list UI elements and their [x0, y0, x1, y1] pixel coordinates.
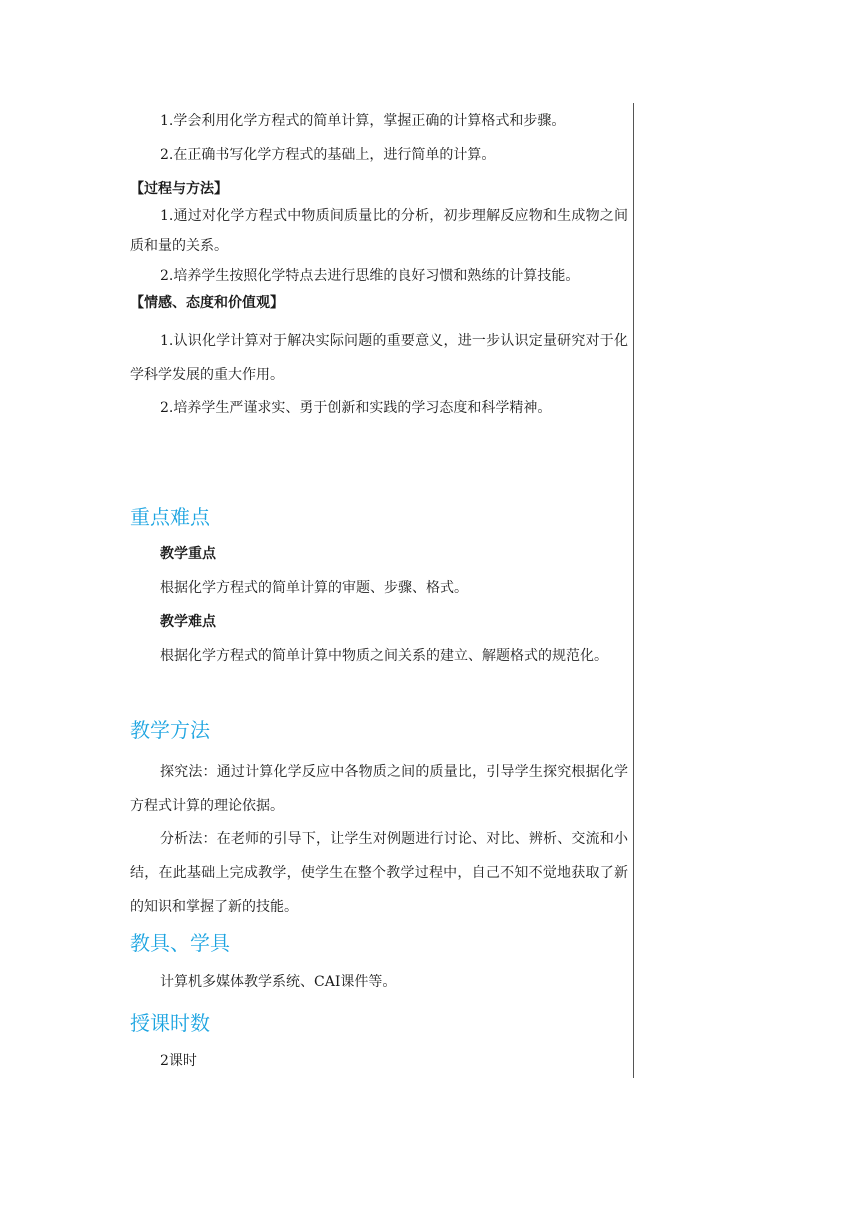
teaching-focus-text: 根据化学方程式的简单计算的审题、步骤、格式。	[160, 580, 468, 596]
attitude-objective-2: 2.培养学生严谨求实、勇于创新和实践的学习态度和科学精神。	[160, 400, 552, 416]
teaching-difficulty-label: 教学难点	[160, 614, 216, 630]
attitude-objective-1: 1.认识化学计算对于解决实际问题的重要意义，进一步认识定量研究对于化学科学发展的重大作用。	[130, 333, 628, 383]
method-analysis: 分析法：在老师的引导下，让学生对例题进行讨论、对比、辨析、交流和小结，在此基础上完成教学，使学生在整个教学过程中，自己不知不觉地获取了新的知识和掌握了新的技能。	[130, 831, 628, 915]
hours-text: 2课时	[160, 1053, 197, 1069]
process-objective-1: 1.通过对化学方程式中物质间质量比的分析，初步理解反应物和生成物之间质和量的关系。	[130, 208, 628, 254]
right-margin-rule	[633, 103, 634, 1078]
teaching-focus-label: 教学重点	[160, 546, 216, 562]
section-heading-hours: 授课时数	[130, 1011, 210, 1035]
section-heading-key-points: 重点难点	[130, 505, 210, 529]
section-heading-tools: 教具、学具	[130, 931, 230, 955]
tools-text: 计算机多媒体教学系统、CAI课件等。	[160, 974, 397, 990]
process-method-title: 【过程与方法】	[130, 181, 228, 197]
knowledge-objective-2: 2.在正确书写化学方程式的基础上，进行简单的计算。	[160, 147, 496, 163]
attitude-values-title: 【情感、态度和价值观】	[130, 295, 284, 311]
method-inquiry: 探究法：通过计算化学反应中各物质之间的质量比，引导学生探究根据化学方程式计算的理论依据。	[130, 764, 628, 814]
knowledge-objective-1: 1.学会利用化学方程式的简单计算，掌握正确的计算格式和步骤。	[160, 113, 566, 129]
teaching-difficulty-text: 根据化学方程式的简单计算中物质之间关系的建立、解题格式的规范化。	[160, 648, 608, 664]
process-objective-2: 2.培养学生按照化学特点去进行思维的良好习惯和熟练的计算技能。	[160, 268, 580, 284]
section-heading-methods: 教学方法	[130, 718, 210, 742]
